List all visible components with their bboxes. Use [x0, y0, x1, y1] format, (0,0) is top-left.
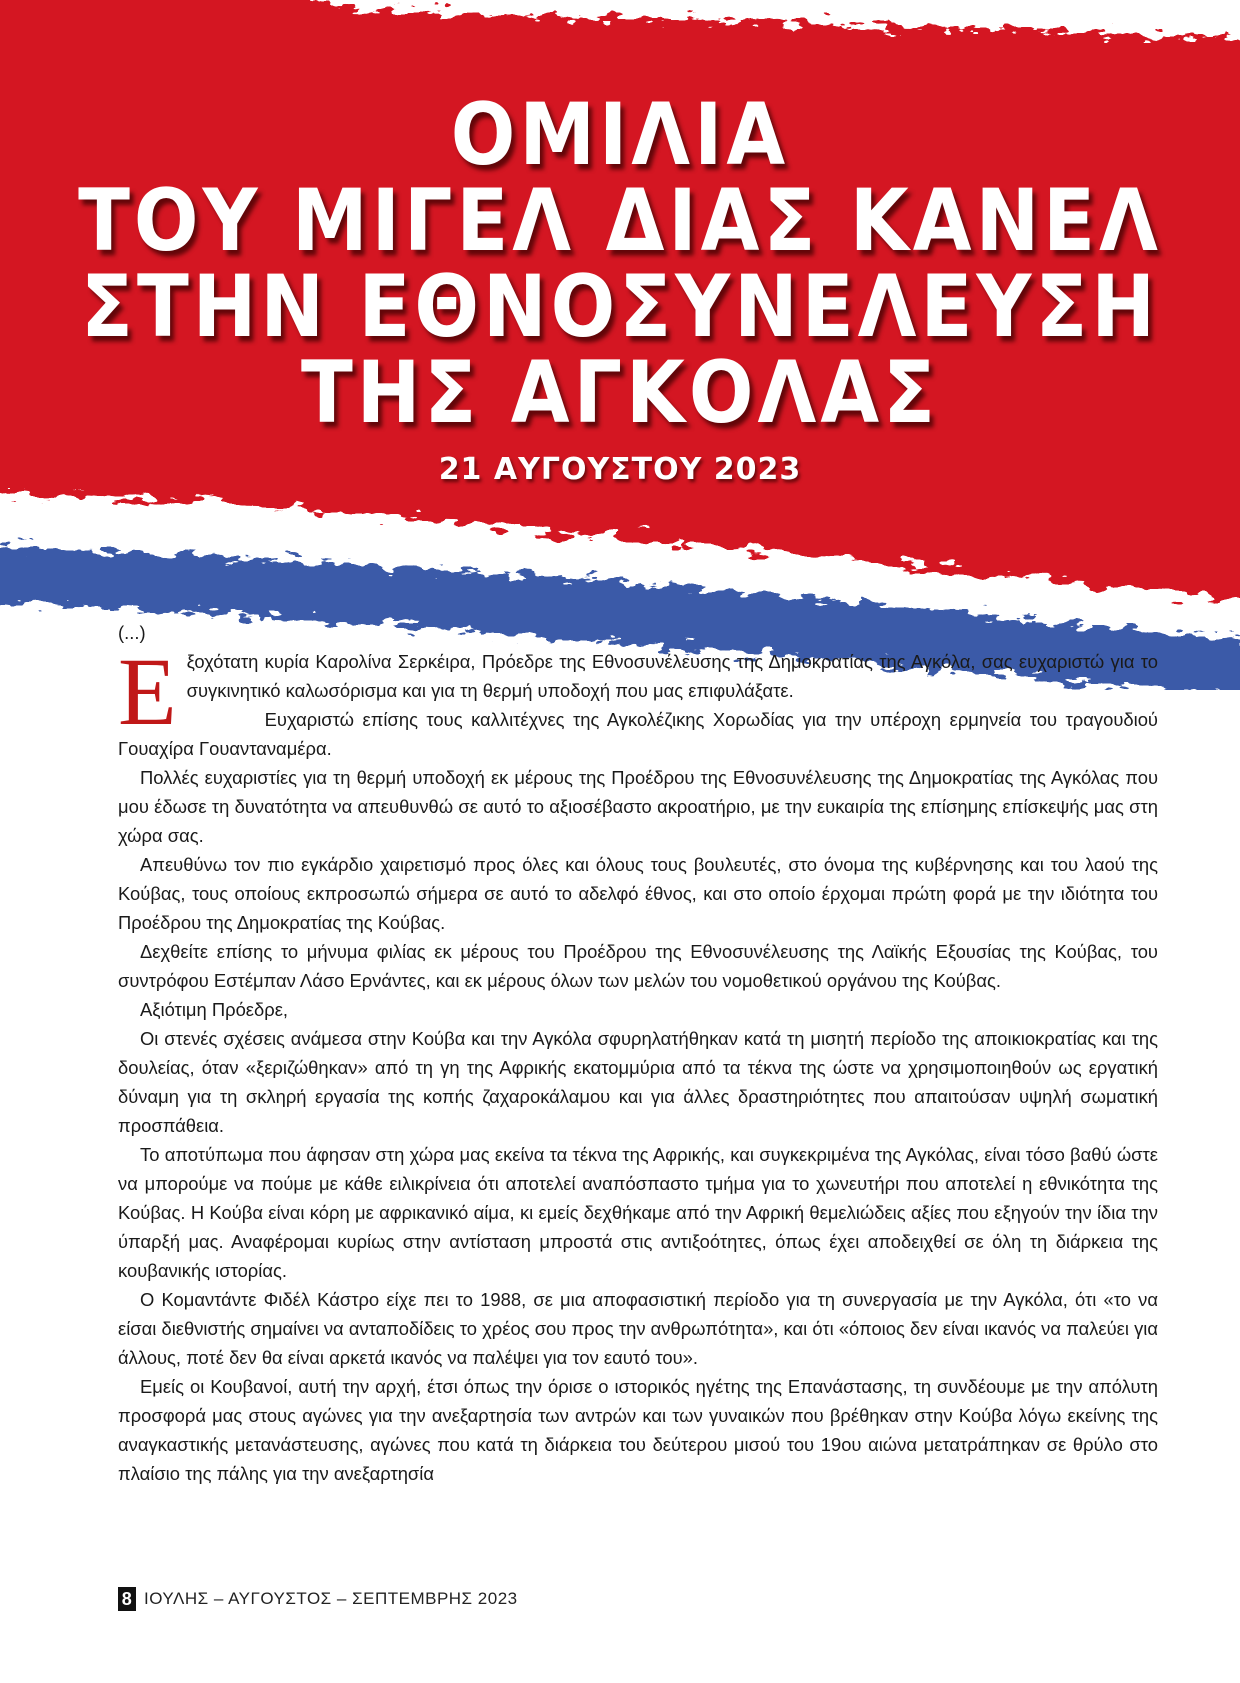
paragraph-5: Δεχθείτε επίσης το μήνυμα φιλίας εκ μέρους του Προέδρου της Εθνοσυνέλευσης της Λαϊκής Εξουσίας της Κούβας, του συντρόφου Εστέμπαν Λάσο Ερνάντες, και εκ μέρους όλων των μελών του νομοθετικού οργάνου της Κούβας. [118, 941, 1158, 991]
paragraph-3: Πολλές ευχαριστίες για τη θερμή υποδοχή εκ μέρους της Προέδρου της Εθνοσυνέλευσης της Δημοκρατίας της Αγκόλας που μου έδωσε τη δυνατότητα να απευθυνθώ σε αυτό το αξιοσέβαστο ακροατήριο, με την ευκαιρία της επίσημης επίσκεψής μας στη χώρα σας. [118, 767, 1158, 846]
paragraph-7: Οι στενές σχέσεις ανάμεσα στην Κούβα και την Αγκόλα σφυρηλατήθηκαν κατά τη μισητή περίοδο της αποικιοκρατίας και της δουλείας, όταν «ξεριζώθηκαν» από τη γη της Αφρικής εκατομμύρια από τα τέκνα της ώστε να χρησιμοποιηθούν ως εργατική δύναμη για τη σκληρή εργασία της κοπής ζαχαροκάλαμου και για άλλες δραστηριότητες που απαιτούσαν υψηλή σωματική προσπάθεια. [118, 1028, 1158, 1136]
headline [0, 84, 1240, 487]
headline-line-2: ΤΟΥ ΜΙΓΕΛ ΔΙΑΣ ΚΑΝΕΛ [78, 170, 1162, 271]
article-body [118, 618, 1158, 1488]
drop-cap: Ε [118, 638, 177, 745]
issue-label: ΙΟΥΛΗΣ – ΑΥΓΟΥΣΤΟΣ – ΣΕΠΤΕΜΒΡΗΣ 2023 [144, 1589, 518, 1608]
page-number: 8 [118, 1587, 136, 1611]
headline-line-1: ΟΜΙΛΙΑ [450, 84, 790, 185]
headline-date: 21 ΑΥΓΟΥΣΤΟΥ 2023 [438, 452, 802, 487]
paragraph-8: Το αποτύπωμα που άφησαν στη χώρα μας εκείνα τα τέκνα της Αφρικής, και συγκεκριμένα της Αγκόλας, είναι τόσο βαθύ ώστε να μπορούμε να πούμε με κάθε ειλικρίνεια ότι αποτελεί αναπόσπαστο τμήμα για το χωνευτήρι που αποτελεί η εθνικότητα της Κούβας. Η Κούβα είναι κόρη με αφρικανικό αίμα, κι εμείς δεχθήκαμε από την Αφρική θεμελιώδεις αξίες που εξηγούν την ίδια την ύπαρξή μας. Αναφέρομαι κυρίως στην αντίσταση μπροστά στις αντιξοότητες, όπως έχει αποδειχθεί σε όλη τη διάρκεια της κουβανικής ιστορίας. [118, 1144, 1158, 1281]
ellipsis: (...) [118, 622, 146, 643]
paragraph-10: Εμείς οι Κουβανοί, αυτή την αρχή, έτσι όπως την όρισε ο ιστορικός ηγέτης της Επανάστασης, τη συνδέουμε με την απόλυτη προσφορά μας στους αγώνες για την ανεξαρτησία των αντρών και των γυναικών που βρέθηκαν στην Κούβα λόγω εκείνης της αναγκαστικής μετανάστευσης, αγώνες που κατά τη διάρκεια του δεύτερου μισού του 19ου αιώνα μετατράπηκαν σε θρύλο στο πλαίσιο της πάλης για την ανεξαρτησία [118, 1376, 1158, 1484]
page-footer [118, 1585, 518, 1613]
headline-line-4: ΤΗΣ ΑΓΚΟΛΑΣ [300, 342, 940, 443]
paragraph-6: Αξιότιμη Πρόεδρε, [140, 999, 289, 1020]
paragraph-9: Ο Κομαντάντε Φιδέλ Κάστρο είχε πει το 1988, σε μια αποφασιστική περίοδο για τη συνεργασία με την Αγκόλα, ότι «το να είσαι διεθνιστής σημαίνει να ανταποδίδεις το χρέος σου προς την ανθρωπότητα», και ότι «όποιος δεν είναι ικανός να παλεύει για άλλους, ποτέ δεν θα είναι αρκετά ικανός να παλέψει για τον εαυτό του». [118, 1289, 1158, 1368]
paragraph-1-text: ξοχότατη κυρία Καρολίνα Σερκέιρα, Πρόεδρε της Εθνοσυνέλευσης της Δημοκρατίας της Αγκόλα, σας ευχαριστώ για το συγκινητικό καλωσόρισμα και για τη θερμή υποδοχή που μας επιφυλάξατε. [186, 651, 1158, 701]
paragraph-2: Ευχαριστώ επίσης τους καλλιτέχνες της Αγκολέζικης Χορωδίας για την υπέροχη ερμηνεία του τραγουδιού Γουαχίρα Γουανταναμέρα. [118, 709, 1158, 759]
paragraph-4: Απευθύνω τον πιο εγκάρδιο χαιρετισμό προς όλες και όλους τους βουλευτές, στο όνομα της κυβέρνησης και του λαού της Κούβας, τους οποίους εκπροσωπώ σήμερα σε αυτό το αδελφό έθνος, και στο οποίο έρχομαι πρώτη φορά με την ιδιότητα του Προέδρου της Δημοκρατίας της Κούβας. [118, 854, 1158, 933]
headline-line-3: ΣΤΗΝ ΕΘΝΟΣΥΝΕΛΕΥΣΗ [81, 256, 1159, 357]
